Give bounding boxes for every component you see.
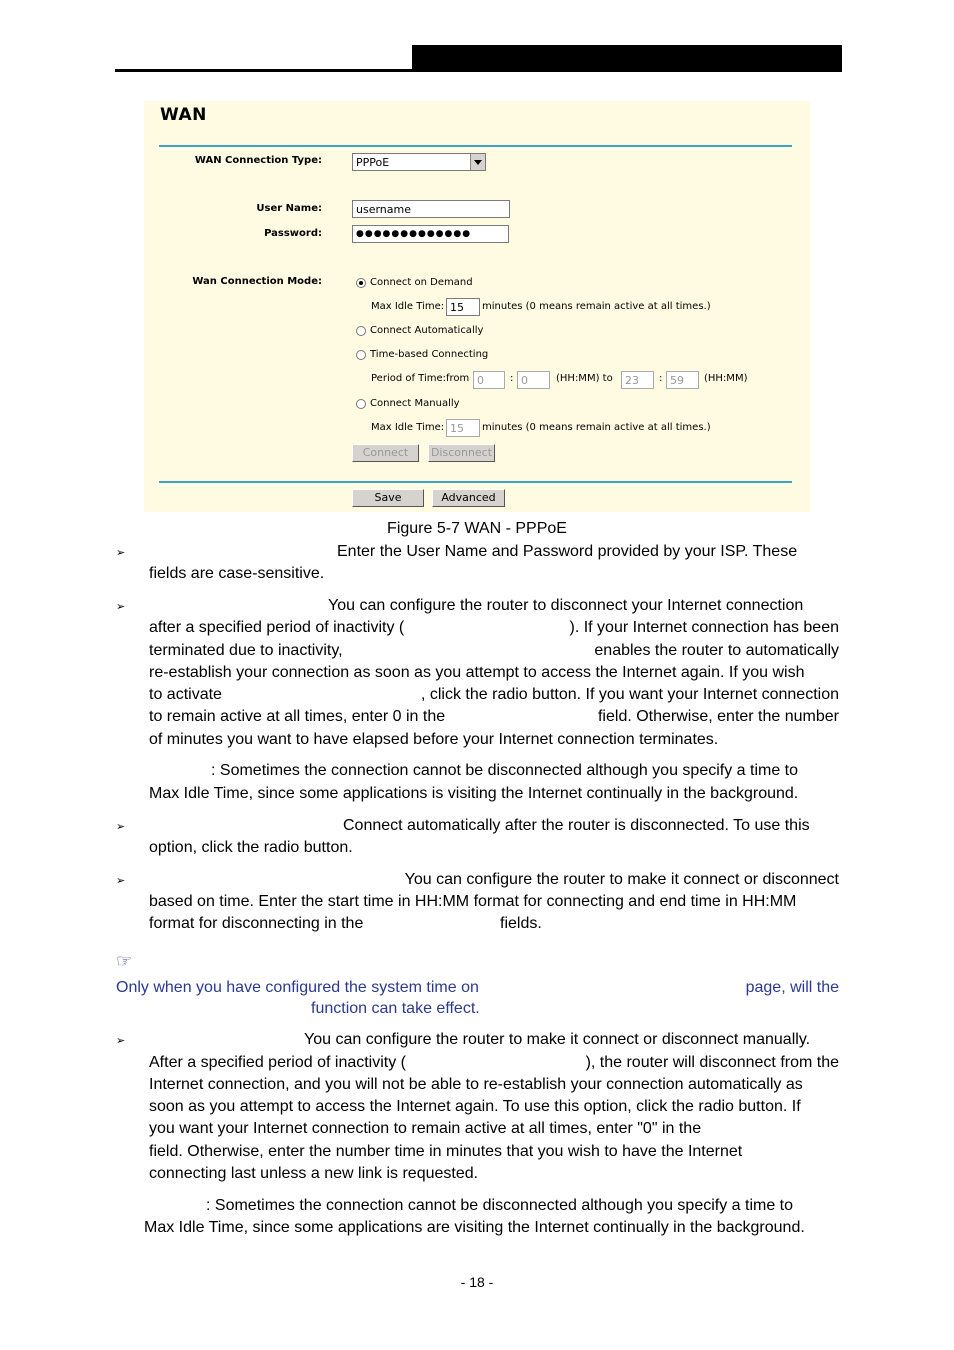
time-based-label: Time-based Connecting bbox=[370, 349, 489, 360]
disconnect-button[interactable]: Disconnect bbox=[428, 444, 495, 462]
note2-line1: : Sometimes the connection cannot be disconnected although you specify a time to bbox=[206, 1197, 794, 1214]
note-line2: function can take effect. bbox=[311, 1000, 480, 1017]
wan-title: WAN bbox=[160, 105, 207, 125]
username-input[interactable]: username bbox=[352, 200, 510, 218]
p2-line6a: to remain active at all times, enter 0 in the bbox=[149, 708, 446, 725]
password-input[interactable]: ●●●●●●●●●●●●● bbox=[352, 225, 509, 243]
radio-connect-automatically[interactable] bbox=[356, 326, 366, 336]
p2-line3a: terminated due to inactivity, bbox=[149, 642, 343, 659]
p4-line1: You can configure the router to make it connect or disconnect bbox=[404, 871, 839, 888]
p5-line6: field. Otherwise, enter the number time in minutes that you wish to have the Internet bbox=[149, 1143, 743, 1160]
bullet-arrow-icon: ➢ bbox=[116, 821, 126, 833]
advanced-button[interactable]: Advanced bbox=[432, 489, 505, 507]
connect-on-demand-label: Connect on Demand bbox=[370, 277, 473, 288]
hhmm-to-label: (HH:MM) to bbox=[556, 373, 613, 384]
bullet-arrow-icon: ➢ bbox=[116, 601, 126, 613]
max-idle-input[interactable]: 15 bbox=[446, 298, 480, 316]
connect-button[interactable]: Connect bbox=[352, 444, 419, 462]
connect-automatically-label: Connect Automatically bbox=[370, 325, 484, 336]
page-number: - 18 - bbox=[460, 1274, 494, 1290]
header-bar bbox=[412, 45, 842, 72]
bottom-divider bbox=[159, 481, 792, 483]
p1-line1: Enter the User Name and Password provided by your ISP. These bbox=[337, 543, 798, 560]
from-minute-input[interactable]: 0 bbox=[517, 371, 550, 389]
note-line1b: page, will the bbox=[745, 979, 839, 996]
bullet-arrow-icon: ➢ bbox=[116, 547, 126, 559]
period-label: Period of Time:from bbox=[371, 373, 470, 384]
note-line1a: Only when you have configured the system time on bbox=[116, 979, 479, 996]
p2-line7: of minutes you want to have elapsed before your Internet connection terminates. bbox=[149, 731, 719, 748]
p2-line2b: ). If your Internet connection has been bbox=[569, 619, 839, 636]
p2-line4: re-establish your connection as soon as you attempt to access the Internet again. If you wish bbox=[149, 664, 805, 681]
figure-caption bbox=[0, 520, 954, 538]
p2-line3b: enables the router to automatically bbox=[594, 642, 839, 659]
chevron-down-icon[interactable] bbox=[470, 154, 485, 170]
wan-settings-figure bbox=[144, 101, 810, 512]
p3-line2: option, click the radio button. bbox=[149, 839, 353, 856]
p4-line2: based on time. Enter the start time in HH:MM format for connecting and end time in HH:MM bbox=[149, 893, 797, 910]
p2-line2a: after a specified period of inactivity ( bbox=[149, 619, 405, 636]
p5-line7: connecting last unless a new link is requested. bbox=[149, 1165, 479, 1182]
note1-line1: : Sometimes the connection cannot be disconnected although you specify a time to bbox=[211, 762, 799, 779]
conn-type-label: WAN Connection Type: bbox=[194, 155, 322, 166]
to-hour-input[interactable]: 23 bbox=[621, 371, 654, 389]
connect-manually-label: Connect Manually bbox=[370, 398, 460, 409]
pointing-hand-icon: ☞ bbox=[116, 951, 133, 971]
p2-line5a: to activate bbox=[149, 686, 222, 703]
wan-mode-label: Wan Connection Mode: bbox=[192, 276, 322, 287]
hhmm-label: (HH:MM) bbox=[704, 373, 748, 384]
p5-line2b: ), the router will disconnect from the bbox=[585, 1054, 839, 1071]
password-label: Password: bbox=[264, 228, 322, 239]
colon-2: : bbox=[659, 373, 663, 384]
bullet-arrow-icon: ➢ bbox=[116, 875, 126, 887]
top-divider bbox=[159, 145, 792, 147]
username-label: User Name: bbox=[256, 203, 322, 214]
bullet-arrow-icon: ➢ bbox=[116, 1035, 126, 1047]
colon-1: : bbox=[510, 373, 514, 384]
p2-line5b: , click the radio button. If you want your Internet connection bbox=[420, 686, 839, 703]
max-idle-hint-2: minutes (0 means remain active at all times.) bbox=[482, 422, 711, 433]
radio-connect-manually[interactable] bbox=[356, 399, 366, 409]
p4-line3a: format for disconnecting in the bbox=[149, 915, 364, 932]
p5-line5: you want your Internet connection to remain active at all times, enter "0" in the bbox=[149, 1120, 702, 1137]
p5-line1: You can configure the router to make it connect or disconnect manually. bbox=[304, 1031, 811, 1048]
note1-line2: Max Idle Time, since some applications is visiting the Internet continually in the background. bbox=[149, 785, 799, 802]
p2-line6b: field. Otherwise, enter the number bbox=[597, 708, 839, 725]
conn-type-select[interactable] bbox=[352, 153, 486, 171]
max-idle-label-2: Max Idle Time: bbox=[371, 422, 445, 433]
p5-line3: Internet connection, and you will not be able to re-establish your connection automatically as bbox=[149, 1076, 803, 1093]
to-minute-input[interactable]: 59 bbox=[666, 371, 699, 389]
conn-type-value: PPPoE bbox=[356, 156, 390, 169]
note2-line2: Max Idle Time, since some applications are visiting the Internet continually in the background. bbox=[144, 1219, 805, 1236]
max-idle-hint: minutes (0 means remain active at all times.) bbox=[482, 301, 711, 312]
save-button[interactable]: Save bbox=[352, 489, 424, 507]
from-hour-input[interactable]: 0 bbox=[473, 371, 505, 389]
radio-time-based[interactable] bbox=[356, 350, 366, 360]
p4-line3b: fields. bbox=[500, 915, 542, 932]
p1-line2: fields are case-sensitive. bbox=[149, 565, 325, 582]
max-idle-label: Max Idle Time: bbox=[371, 301, 445, 312]
radio-connect-on-demand[interactable] bbox=[356, 278, 366, 288]
max-idle-input-2[interactable]: 15 bbox=[446, 419, 480, 437]
p3-line1: Connect automatically after the router is disconnected. To use this bbox=[343, 817, 810, 834]
p5-line4: soon as you attempt to access the Internet again. To use this option, click the radio button. If bbox=[149, 1098, 801, 1115]
p5-line2a: After a specified period of inactivity ( bbox=[149, 1054, 407, 1071]
p2-line1: You can configure the router to disconnect your Internet connection bbox=[328, 597, 804, 614]
caption-text: Figure 5-7 WAN - PPPoE bbox=[387, 520, 567, 537]
